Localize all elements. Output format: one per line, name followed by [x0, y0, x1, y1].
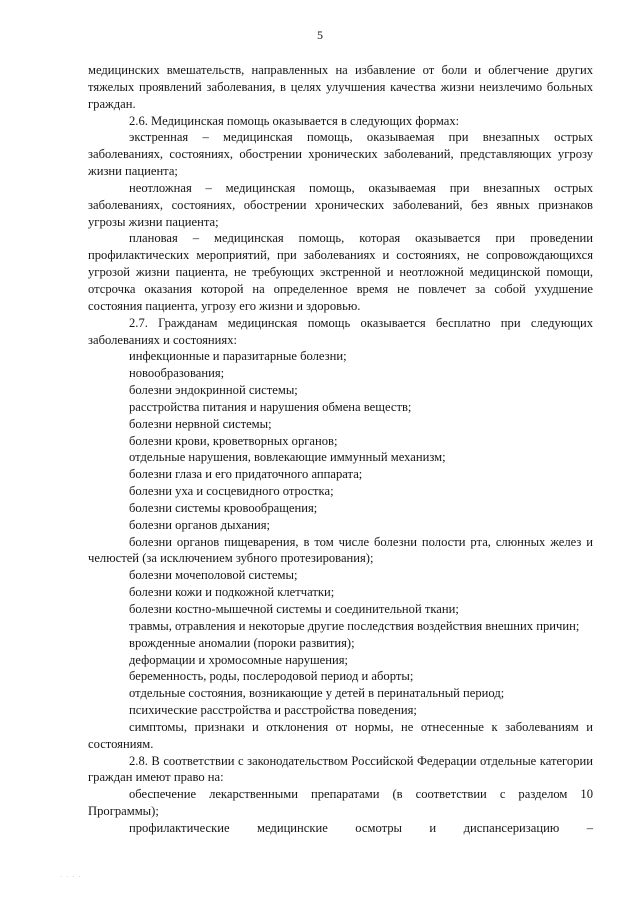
paragraph: болезни кожи и подкожной клетчатки;: [129, 585, 335, 600]
paragraph: болезни мочеполовой системы;: [129, 568, 298, 583]
paragraph: болезни костно-мышечной системы и соединительной ткани;: [129, 602, 459, 616]
page-number: 5: [317, 28, 323, 42]
paragraph: расстройства питания и нарушения обмена веществ;: [129, 399, 412, 414]
paragraph: 2.8. В соответствии с законодательством Российской Федерации отдельные категории граждан имеют право на:: [88, 753, 593, 785]
paragraph: новообразования;: [129, 366, 225, 381]
paragraph: болезни уха и сосцевидного отростка;: [129, 484, 334, 499]
paragraph: 2.6. Медицинская помощь оказывается в следующих формах:: [129, 113, 460, 128]
paragraph: деформации и хромосомные нарушения;: [129, 652, 349, 667]
paragraph: врожденные аномалии (пороки развития);: [129, 635, 355, 650]
paragraph: болезни органов дыхания;: [129, 517, 271, 532]
paragraph: симптомы, признаки и отклонения от нормы, не отнесенные к заболеваниям и состояниям.: [88, 719, 593, 751]
document-body: [88, 62, 593, 837]
paragraph: болезни нервной системы;: [129, 416, 272, 431]
paragraph: болезни эндокринной системы;: [129, 383, 298, 398]
paragraph: отдельные состояния, возникающие у детей в перинатальный период;: [129, 686, 505, 701]
paragraph: беременность, роды, послеродовой период и аборты;: [129, 669, 414, 684]
paragraph: экстренная – медицинская помощь, оказываемая при внезапных острых заболеваниях, состояниях, обострении хронических заболеваний, представляющих угрозу жизни пациента;: [88, 130, 593, 179]
paragraph: болезни крови, кроветворных органов;: [129, 433, 338, 448]
scan-artifact: · · · ·: [60, 873, 82, 881]
paragraph: инфекционные и паразитарные болезни;: [129, 349, 347, 364]
paragraph: профилактические медицинские осмотры и диспансеризацию –: [129, 820, 593, 835]
paragraph: обеспечение лекарственными препаратами (в соответствии с разделом 10 Программы);: [88, 787, 593, 819]
paragraph: медицинских вмешательств, направленных на избавление от боли и облегчение других тяжелых проявлений заболевания, в целях улучшения качества жизни неизлечимо больных граждан.: [88, 63, 593, 111]
paragraph: болезни органов пищеварения, в том числе болезни полости рта, слюнных желез и челюстей (за исключением зубного протезирования);: [88, 534, 593, 566]
paragraph: травмы, отравления и некоторые другие последствия воздействия внешних причин;: [129, 618, 580, 633]
paragraph: 2.7. Гражданам медицинская помощь оказывается бесплатно при следующих заболеваниях и состояниях:: [88, 315, 593, 347]
paragraph: болезни глаза и его придаточного аппарата;: [129, 467, 363, 482]
paragraph: психические расстройства и расстройства поведения;: [129, 703, 417, 718]
paragraph: плановая – медицинская помощь, которая оказывается при проведении профилактических мероприятий, при заболеваниях и состояниях, не сопровождающихся угрозой жизни пациента, не требующих экстренной и неотложной медицинской помощи, отсрочка оказания которой на определенное время не повлечет за собой ухудшение состояния пациента, угрозу его жизни и здоровью.: [88, 231, 593, 313]
paragraph: неотложная – медицинская помощь, оказываемая при внезапных острых заболеваниях, состояниях, обострении хронических заболеваний, без явных признаков угрозы жизни пациента;: [88, 180, 593, 229]
paragraph: болезни системы кровообращения;: [129, 500, 318, 515]
paragraph: отдельные нарушения, вовлекающие иммунный механизм;: [129, 450, 446, 465]
